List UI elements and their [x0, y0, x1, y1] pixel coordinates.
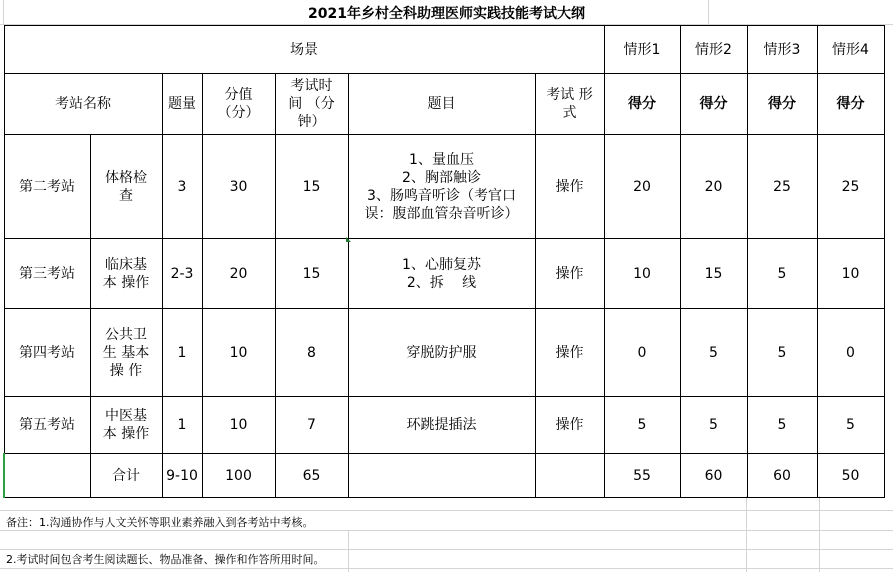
scenario-2-score-cell[interactable]: 15	[680, 239, 747, 309]
station-subject-cell[interactable]: 中医基 本 操作	[90, 397, 162, 454]
total-scenario-4-cell[interactable]: 50	[817, 454, 884, 498]
station-subject-cell[interactable]: 公共卫 生 基本 操 作	[90, 309, 162, 397]
station-cell[interactable]: 第三考站	[4, 239, 90, 309]
question-count-cell[interactable]: 1	[162, 309, 202, 397]
grid-line	[0, 510, 893, 511]
format-cell[interactable]: 操作	[535, 309, 604, 397]
scenario-1-score-cell[interactable]: 0	[604, 309, 680, 397]
topic-cell[interactable]: 1、心肺复苏 2、拆 线	[348, 239, 535, 309]
total-count-cell[interactable]: 9-10	[162, 454, 202, 498]
station-subject-cell[interactable]: 体格检 查	[90, 135, 162, 239]
total-scenario-3-cell[interactable]: 60	[747, 454, 817, 498]
time-cell[interactable]: 15	[275, 239, 348, 309]
scenario-3-header[interactable]: 情形3	[747, 26, 817, 74]
scenario-1-score-cell[interactable]: 20	[604, 135, 680, 239]
score-cell[interactable]: 10	[202, 309, 275, 397]
total-scenario-1-cell[interactable]: 55	[604, 454, 680, 498]
scenario-4-score-cell[interactable]: 10	[817, 239, 884, 309]
points-header-2[interactable]: 得分	[680, 74, 747, 135]
scenario-4-score-cell[interactable]: 25	[817, 135, 884, 239]
blank-cell[interactable]	[4, 454, 90, 498]
format-cell[interactable]: 操作	[535, 397, 604, 454]
note-line-1[interactable]: 备注：1.沟通协作与人文关怀等职业素养融入到各考站中考核。	[6, 516, 314, 529]
scenario-2-score-cell[interactable]: 20	[680, 135, 747, 239]
topic-header[interactable]: 题目	[348, 74, 535, 135]
score-cell[interactable]: 10	[202, 397, 275, 454]
sheet-title: 2021年乡村全科助理医师实践技能考试大纲	[308, 6, 585, 22]
question-count-cell[interactable]: 3	[162, 135, 202, 239]
grid-line	[819, 496, 820, 572]
table-row	[4, 135, 884, 239]
scenario-4-score-cell[interactable]: 5	[817, 397, 884, 454]
scenario-2-score-cell[interactable]: 5	[680, 397, 747, 454]
table-row	[4, 397, 884, 454]
station-subject-cell[interactable]: 临床基 本 操作	[90, 239, 162, 309]
cell-comment-marker	[346, 237, 351, 242]
table-row	[4, 239, 884, 309]
question-count-cell[interactable]: 2-3	[162, 239, 202, 309]
scenario-3-score-cell[interactable]: 5	[747, 397, 817, 454]
topic-cell[interactable]: 1、量血压 2、胸部触诊 3、肠鸣音听诊（考官口 误：腹部血管杂音听诊）	[348, 135, 535, 239]
scenario-2-score-cell[interactable]: 5	[680, 309, 747, 397]
total-score-cell[interactable]: 100	[202, 454, 275, 498]
time-cell[interactable]: 15	[275, 135, 348, 239]
scene-label[interactable]: 场景	[4, 26, 604, 74]
station-cell[interactable]: 第四考站	[4, 309, 90, 397]
blank-cell[interactable]	[535, 454, 604, 498]
score-header[interactable]: 分值 （分）	[202, 74, 275, 135]
total-time-cell[interactable]: 65	[275, 454, 348, 498]
score-cell[interactable]: 30	[202, 135, 275, 239]
station-cell[interactable]: 第二考站	[4, 135, 90, 239]
question-count-cell[interactable]: 1	[162, 397, 202, 454]
points-header-1[interactable]: 得分	[604, 74, 680, 135]
table-row	[4, 309, 884, 397]
grid-line	[746, 496, 747, 572]
note-line-2[interactable]: 2.考试时间包含考生阅读题长、物品准备、操作和作答所用时间。	[6, 553, 325, 566]
scenario-1-score-cell[interactable]: 5	[604, 397, 680, 454]
scenario-3-score-cell[interactable]: 25	[747, 135, 817, 239]
header-row	[4, 74, 884, 135]
time-cell[interactable]: 8	[275, 309, 348, 397]
scenario-1-header[interactable]: 情形1	[604, 26, 680, 74]
grid-line	[0, 568, 893, 569]
grid-line	[348, 530, 349, 572]
scene-row	[4, 26, 884, 74]
station-name-header[interactable]: 考站名称	[4, 74, 162, 135]
points-header-4[interactable]: 得分	[817, 74, 884, 135]
topic-cell[interactable]: 穿脱防护服	[348, 309, 535, 397]
total-label[interactable]: 合计	[90, 454, 162, 498]
format-header[interactable]: 考试 形 式	[535, 74, 604, 135]
scenario-1-score-cell[interactable]: 10	[604, 239, 680, 309]
scenario-2-header[interactable]: 情形2	[680, 26, 747, 74]
exam-outline-table	[3, 25, 885, 498]
total-scenario-2-cell[interactable]: 60	[680, 454, 747, 498]
scenario-4-score-cell[interactable]: 0	[817, 309, 884, 397]
scenario-4-header[interactable]: 情形4	[817, 26, 884, 74]
time-header[interactable]: 考试时 间 （分 钟）	[275, 74, 348, 135]
total-row	[4, 454, 884, 498]
topic-cell[interactable]: 环跳提插法	[348, 397, 535, 454]
score-cell[interactable]: 20	[202, 239, 275, 309]
format-cell[interactable]: 操作	[535, 239, 604, 309]
scenario-3-score-cell[interactable]: 5	[747, 239, 817, 309]
grid-line	[0, 530, 893, 531]
time-cell[interactable]: 7	[275, 397, 348, 454]
format-cell[interactable]: 操作	[535, 135, 604, 239]
station-cell[interactable]: 第五考站	[4, 397, 90, 454]
points-header-3[interactable]: 得分	[747, 74, 817, 135]
grid-line	[0, 549, 893, 550]
blank-cell[interactable]	[348, 454, 535, 498]
scenario-3-score-cell[interactable]: 5	[747, 309, 817, 397]
question-count-header[interactable]: 题量	[162, 74, 202, 135]
